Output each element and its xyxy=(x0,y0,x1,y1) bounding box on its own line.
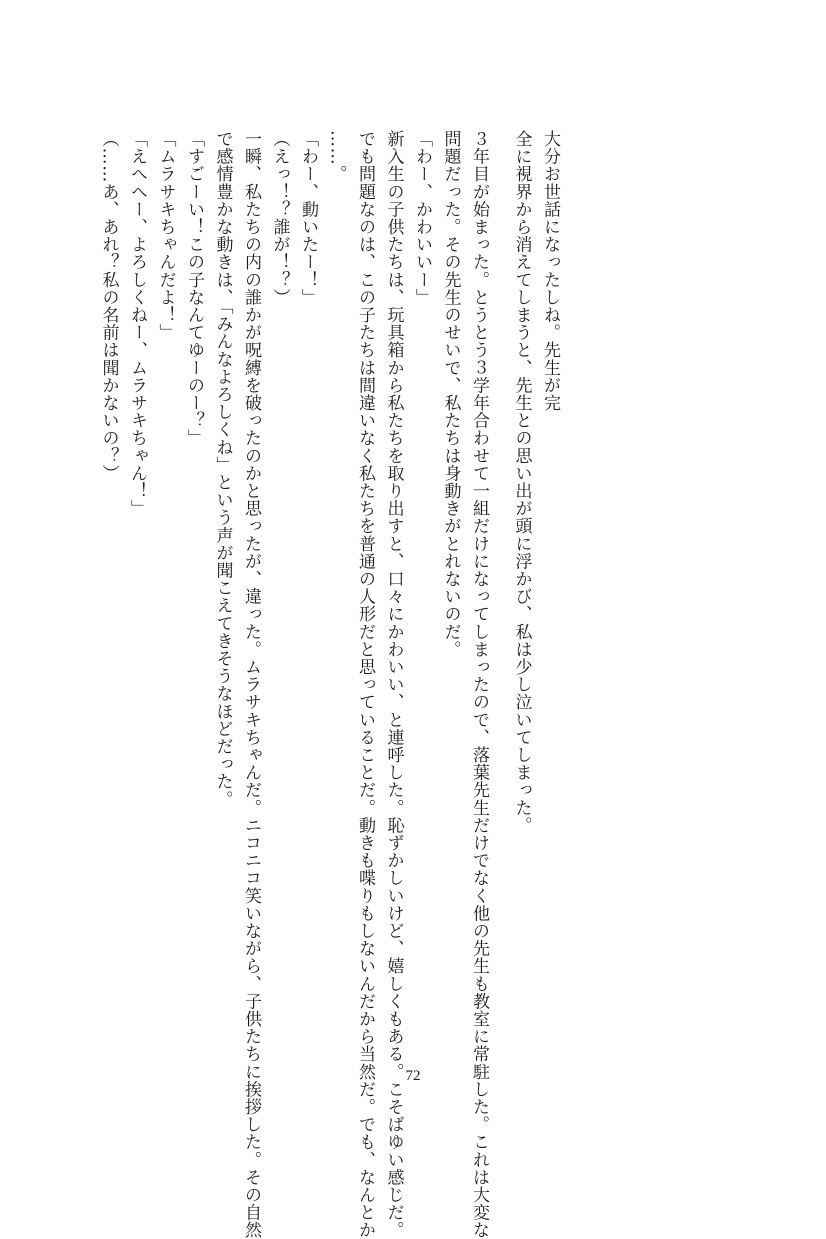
text-line: ……。 xyxy=(326,130,347,183)
text-line: 「えへへー、よろしくねー、ムラサキちゃん！」 xyxy=(127,130,147,518)
text-line: 「わー、動いたー！」 xyxy=(298,130,318,306)
text-line: で感情豊かな動きは、「みんなよろしくね」という声が聞こえてきそうなほどだった。 xyxy=(212,130,233,808)
text-line: でも問題なのは、この子たちは間違いなく私たちを普通の人形だと思っていることだ。動きも喋りもしないんだから当然だ。でも、なんとか xyxy=(355,130,375,1239)
text-line: 新入生の子供たちは、玩具箱から私たちを取り出すと、口々にかわいい、と連呼した。恥ずかしいけど、嬉しくもある。こそばゆい感じだ。 xyxy=(383,130,404,1239)
text-line: 「わー、かわいいー」 xyxy=(412,130,432,306)
text-line: 一瞬、私たちの内の誰かが呪縛を破ったのかと思ったが、違った。ムラサキちゃんだ。ニコニコ笑いながら、子供たちに挨拶した。その自然 xyxy=(241,130,261,1239)
text-line: 「すごーい！この子なんてゆーのー？」 xyxy=(184,130,204,447)
text-line: （えっ！？誰が！？） xyxy=(269,130,290,306)
text-line: （……あ、あれ？私の名前は聞かないの？） xyxy=(98,130,119,482)
text-line: 大分お世話になったしね。先生が完 xyxy=(540,130,560,412)
text-line: 全に視界から消えてしまうと、先生との思い出が頭に浮かび、私は少し泣いてしまった。 xyxy=(511,130,532,834)
text-line: ３年目が始まった。とうとう３学年合わせて一組だけになってしまったので、落葉先生だけでなく他の先生も教室に常駐した。これは大変な xyxy=(469,130,489,1239)
paragraph-gap xyxy=(493,130,507,1060)
text-line: 「ムラサキちゃんだよ！」 xyxy=(155,130,176,342)
page-number: 72 xyxy=(405,1068,421,1084)
text-line: 問題だった。その先生のせいで、私たちは身動きがとれないのだ。 xyxy=(440,130,461,658)
